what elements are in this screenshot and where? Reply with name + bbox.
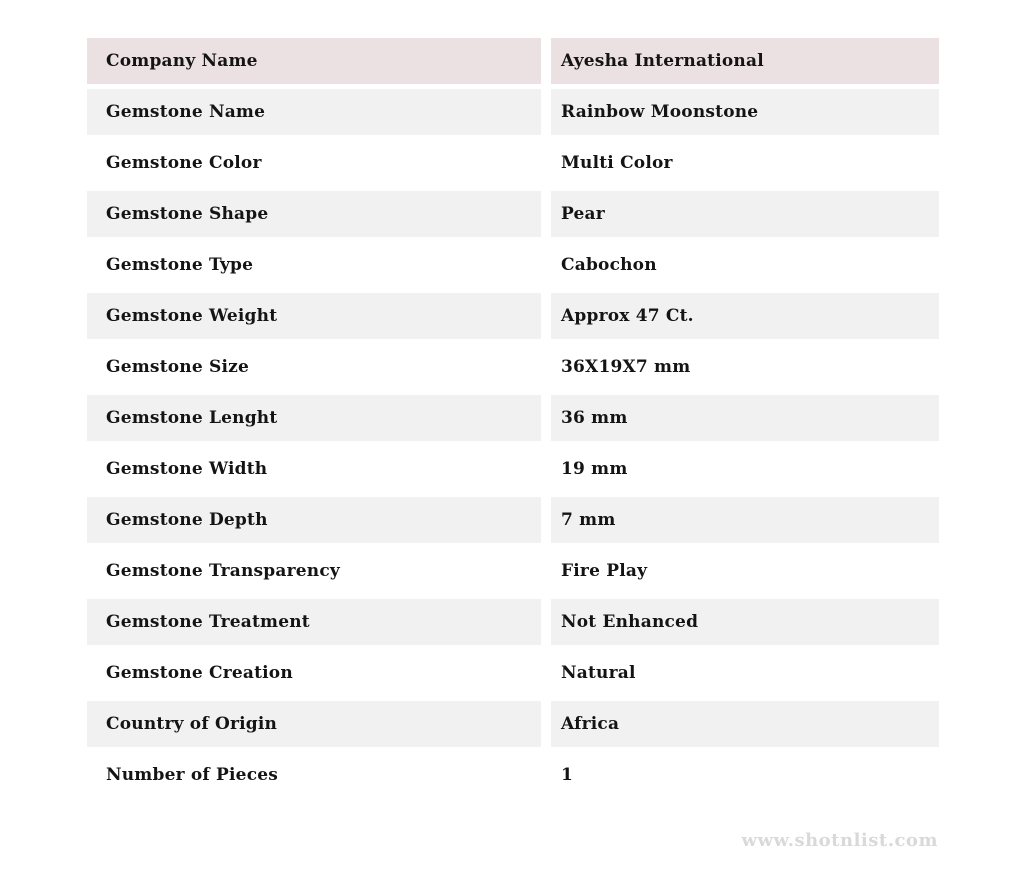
spec-value-cell [551,599,939,645]
spec-label-cell [87,191,541,237]
spec-value: 19 mm [561,459,628,479]
spec-label: Country of Origin [106,714,278,734]
spec-label: Number of Pieces [106,765,279,785]
watermark-text: www.shotnlist.com [741,830,938,851]
spec-label-cell [87,242,541,288]
spec-value-cell [551,293,939,339]
spec-value-cell [551,446,939,492]
spec-value: Fire Play [561,561,648,581]
spec-label-cell [87,497,541,543]
spec-label-cell [87,89,541,135]
spec-value-cell [551,89,939,135]
spec-label-cell [87,395,541,441]
spec-value-cell [551,38,939,84]
spec-label-cell [87,701,541,747]
spec-value: Pear [561,204,605,224]
spec-value-cell [551,140,939,186]
spec-value-cell [551,548,939,594]
spec-label: Gemstone Transparency [106,561,340,581]
spec-label: Gemstone Type [106,255,254,275]
spec-value: Rainbow Moonstone [561,102,759,122]
spec-value-cell [551,752,939,798]
spec-label: Gemstone Weight [106,306,278,326]
spec-label-cell [87,650,541,696]
spec-label: Gemstone Treatment [106,612,310,632]
spec-label: Gemstone Color [106,153,262,173]
spec-value: Multi Color [561,153,673,173]
spec-value: Cabochon [561,255,657,275]
spec-label: Gemstone Creation [106,663,293,683]
spec-label: Gemstone Depth [106,510,268,530]
spec-value: 36X19X7 mm [561,357,691,377]
spec-label: Gemstone Name [106,102,266,122]
spec-label-cell [87,752,541,798]
spec-label-cell [87,38,541,84]
spec-value: 1 [561,765,574,785]
spec-value-cell [551,650,939,696]
spec-label-cell [87,446,541,492]
spec-label: Gemstone Lenght [106,408,278,428]
spec-label-cell [87,548,541,594]
spec-value: Natural [561,663,636,683]
spec-value-cell [551,395,939,441]
spec-value-cell [551,701,939,747]
spec-value: 36 mm [561,408,628,428]
spec-label-cell [87,140,541,186]
spec-label-cell [87,293,541,339]
spec-value: 7 mm [561,510,616,530]
spec-value: Africa [561,714,620,734]
spec-value: Not Enhanced [561,612,699,632]
spec-label: Gemstone Shape [106,204,269,224]
product-spec-table [87,38,939,798]
spec-value-cell [551,497,939,543]
spec-label: Company Name [106,51,258,71]
spec-value-cell [551,242,939,288]
spec-label-cell [87,344,541,390]
spec-value-cell [551,344,939,390]
spec-label: Gemstone Size [106,357,249,377]
spec-label-cell [87,599,541,645]
spec-value: Approx 47 Ct. [561,306,694,326]
spec-value: Ayesha International [561,51,764,71]
spec-value-cell [551,191,939,237]
spec-label: Gemstone Width [106,459,268,479]
